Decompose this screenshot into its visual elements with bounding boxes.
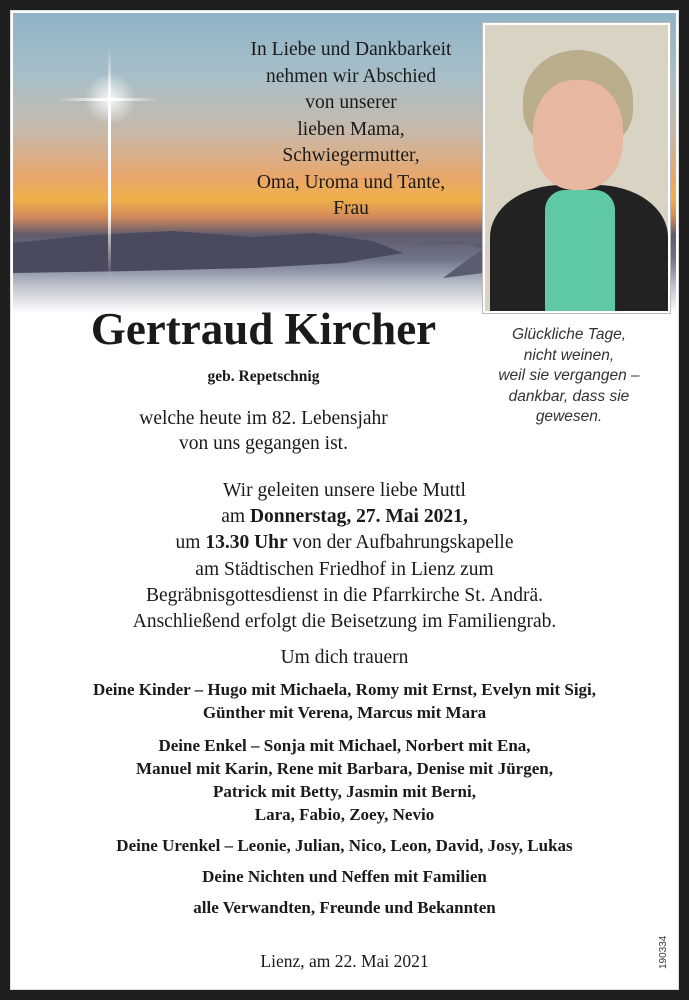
portrait-photo <box>483 23 670 313</box>
date: Donnerstag, 27. Mai 2021, <box>249 506 468 528</box>
cross-beam <box>58 98 158 101</box>
age-text <box>31 406 496 456</box>
family-children <box>11 678 678 724</box>
text: am <box>221 506 250 528</box>
obituary-notice <box>10 10 679 990</box>
funeral-line: Wir geleiten unsere liebe Muttl <box>223 480 466 501</box>
quote-line: dankbar, dass sie <box>508 387 630 405</box>
family-relatives: alle Verwandten, Freunde und Bekannten <box>193 898 496 917</box>
family-line: Deine Kinder – Hugo mit Michaela, Romy mit Ernst, Evelyn mit Sigi, <box>92 680 597 699</box>
age-line: von uns gegangen ist. <box>179 433 348 454</box>
intro-line: In Liebe und Dankbarkeit <box>250 39 452 60</box>
family-nieces-nephews: Deine Nichten und Neffen mit Familien <box>202 867 487 886</box>
quote-line: nicht weinen, <box>523 346 615 364</box>
family-line: Patrick mit Betty, Jasmin mit Berni, <box>213 782 476 801</box>
funeral-time <box>11 530 678 556</box>
intro-line: nehmen wir Abschied <box>265 65 437 87</box>
age-line: welche heute im 82. Lebensjahr <box>139 408 388 429</box>
intro-line: Frau <box>333 198 369 219</box>
family-line: Lara, Fabio, Zoey, Nevio <box>254 805 435 824</box>
intro-line: Oma, Uroma und Tante, <box>256 171 446 193</box>
family-great-grandchildren: Deine Urenkel – Leonie, Julian, Nico, Leon, David, Josy, Lukas <box>116 836 573 855</box>
time: 13.30 Uhr <box>205 532 288 554</box>
quote-line: Glückliche Tage, <box>511 326 627 343</box>
place-date: Lienz, am 22. Mai 2021 <box>260 951 429 971</box>
funeral-line: Begräbnisgottesdienst in die Pfarrkirche St. Andrä. <box>146 584 543 606</box>
family-line: Deine Enkel – Sonja mit Michael, Norbert mit Ena, <box>158 736 531 755</box>
text: von der Aufbahrungskapelle <box>287 532 514 554</box>
intro-line: lieben Mama, <box>297 118 405 140</box>
funeral-line: am Städtischen Friedhof in Lienz zum <box>195 558 494 580</box>
text: um <box>175 532 206 554</box>
quote-line: weil sie vergangen – <box>498 367 640 384</box>
ad-code: 190334 <box>658 935 669 969</box>
quote <box>489 325 649 428</box>
intro-text <box>221 37 481 223</box>
intro-line: von unserer <box>305 92 397 113</box>
intro-line: Schwiegermutter, <box>282 145 420 166</box>
funeral-line: Anschließend erfolgt die Beisetzung im Familiengrab. <box>132 611 557 633</box>
cross-icon <box>108 48 111 278</box>
funeral-details <box>11 478 678 635</box>
family-line: Manuel mit Karin, Rene mit Barbara, Denise mit Jürgen, <box>136 759 553 778</box>
deceased-name: Gertraud Kircher <box>90 304 437 354</box>
maiden-name: geb. Repetschnig <box>207 368 320 385</box>
funeral-date <box>11 504 678 530</box>
quote-line: gewesen. <box>535 408 603 425</box>
family-line: Günther mit Verena, Marcus mit Mara <box>202 703 487 722</box>
family-grandchildren <box>11 734 678 826</box>
mourners-heading: Um dich trauern <box>280 647 409 668</box>
